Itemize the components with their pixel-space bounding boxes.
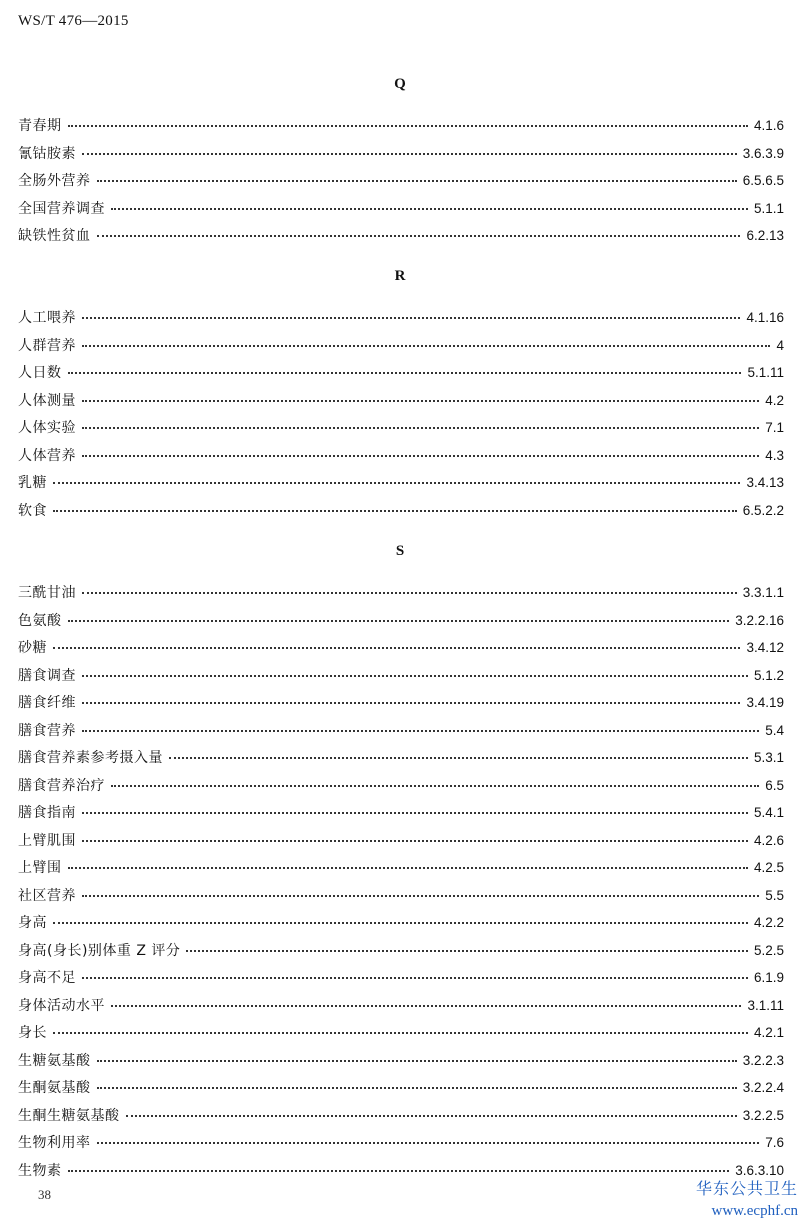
entry-term: 砂糖	[18, 640, 47, 656]
index-section-s	[18, 579, 784, 1184]
index-entry	[18, 1102, 784, 1130]
index-entry	[18, 854, 784, 882]
index-entry	[18, 140, 784, 168]
entry-ref: 4.3	[765, 447, 784, 463]
section-letter-s: S	[395, 543, 405, 559]
dot-leader	[111, 785, 759, 787]
entry-term: 膳食营养治疗	[18, 777, 105, 794]
entry-term: 膳食调查	[18, 667, 76, 684]
entry-term: 生糖氨基酸	[18, 1052, 91, 1069]
section-letter-q: Q	[394, 76, 406, 92]
entry-ref: 5.3.1	[753, 750, 784, 765]
index-entry	[18, 359, 784, 387]
entry-ref: 5.5	[765, 887, 784, 903]
standard-code: WS/T 476—2015	[18, 13, 129, 29]
entry-ref: 3.1.11	[747, 997, 784, 1013]
entry-ref: 5.1.2	[753, 667, 784, 683]
entry-term: 身高(身长)别体重 Z 评分	[18, 942, 181, 959]
index-entry	[18, 167, 784, 195]
entry-ref: 4.1.6	[753, 118, 784, 133]
dot-leader	[68, 620, 730, 622]
dot-leader	[82, 427, 759, 429]
dot-leader	[68, 372, 742, 374]
entry-term: 膳食纤维	[18, 695, 76, 711]
entry-term: 色氨酸	[18, 612, 62, 629]
entry-term: 生物利用率	[18, 1135, 91, 1151]
index-entry	[18, 414, 784, 442]
index-entry	[18, 909, 784, 937]
entry-ref: 4.2.2	[753, 915, 784, 930]
entry-ref: 4	[776, 337, 784, 353]
dot-leader	[126, 1115, 737, 1117]
dot-leader	[82, 840, 748, 842]
index-entry	[18, 469, 784, 497]
entry-term: 人工喂养	[18, 310, 76, 326]
entry-ref: 3.2.2.16	[735, 612, 784, 628]
dot-leader	[82, 730, 759, 732]
entry-ref: 6.2.13	[746, 228, 784, 243]
dot-leader	[68, 125, 748, 127]
entry-term: 膳食营养素参考摄入量	[18, 750, 163, 766]
entry-ref: 3.4.12	[746, 640, 784, 655]
watermark-url: www.ecphf.cn	[711, 1203, 798, 1219]
dot-leader	[82, 400, 759, 402]
dot-leader	[97, 1060, 737, 1062]
index-entry	[18, 112, 784, 140]
index-entry	[18, 992, 784, 1020]
entry-ref: 5.4	[765, 722, 784, 738]
dot-leader	[82, 345, 770, 347]
index-entry	[18, 304, 784, 332]
dot-leader	[111, 208, 748, 210]
entry-ref: 3.2.2.5	[742, 1107, 784, 1123]
index-entry	[18, 579, 784, 607]
index-entry	[18, 195, 784, 223]
index-entry	[18, 1074, 784, 1102]
entry-ref: 3.4.13	[746, 475, 784, 490]
entry-ref: 3.3.1.1	[742, 585, 784, 600]
entry-ref: 6.5.2.2	[742, 502, 784, 518]
entry-term: 人体实验	[18, 420, 76, 436]
entry-term: 人群营养	[18, 337, 76, 354]
entry-term: 缺铁性贫血	[18, 228, 91, 244]
dot-leader	[53, 482, 740, 484]
entry-ref: 4.2.6	[753, 832, 784, 848]
dot-leader	[82, 592, 737, 594]
entry-ref: 4.2	[765, 392, 784, 408]
entry-term: 软食	[18, 502, 47, 519]
section-letter-r: R	[394, 268, 406, 284]
index-entry	[18, 1019, 784, 1047]
index-entry	[18, 799, 784, 827]
dot-leader	[111, 1005, 741, 1007]
entry-ref: 6.1.9	[753, 970, 784, 985]
index-entry	[18, 497, 784, 525]
dot-leader	[82, 153, 737, 155]
index-entry	[18, 387, 784, 415]
dot-leader	[53, 1032, 748, 1034]
entry-term: 生酮氨基酸	[18, 1080, 91, 1096]
index-entry	[18, 1157, 784, 1185]
entry-term: 人日数	[18, 365, 62, 381]
watermark-title: 华东公共卫生	[695, 1179, 798, 1198]
dot-leader	[68, 867, 748, 869]
entry-term: 生酮生糖氨基酸	[18, 1107, 120, 1124]
entry-ref: 6.5.6.5	[742, 173, 784, 188]
entry-term: 膳食营养	[18, 722, 76, 739]
entry-ref: 4.2.5	[753, 860, 784, 875]
entry-ref: 7.1	[765, 420, 784, 435]
index-entry	[18, 937, 784, 965]
dot-leader	[82, 702, 740, 704]
entry-term: 青春期	[18, 118, 62, 134]
dot-leader	[186, 950, 748, 952]
index-entry	[18, 442, 784, 470]
dot-leader	[97, 1087, 737, 1089]
page-number: 38	[38, 1187, 51, 1202]
index-entry	[18, 964, 784, 992]
index-entry	[18, 222, 784, 250]
entry-ref: 6.5	[765, 777, 784, 793]
entry-term: 身体活动水平	[18, 997, 105, 1014]
entry-ref: 5.4.1	[753, 805, 784, 820]
entry-ref: 5.2.5	[753, 942, 784, 958]
index-section-r	[18, 304, 784, 524]
entry-term: 上臂肌围	[18, 832, 76, 849]
index-entry	[18, 744, 784, 772]
index-entry	[18, 1129, 784, 1157]
dot-leader	[82, 317, 740, 319]
index-entry	[18, 332, 784, 360]
index-entry	[18, 662, 784, 690]
entry-term: 身长	[18, 1025, 47, 1041]
entry-term: 全国营养调查	[18, 200, 105, 217]
entry-term: 膳食指南	[18, 805, 76, 821]
entry-term: 上臂围	[18, 860, 62, 876]
dot-leader	[68, 1170, 730, 1172]
entry-term: 社区营养	[18, 887, 76, 904]
dot-leader	[82, 812, 748, 814]
entry-ref: 3.6.3.10	[735, 1162, 784, 1178]
entry-ref: 5.1.1	[753, 200, 784, 216]
dot-leader	[82, 455, 759, 457]
entry-ref: 3.6.3.9	[742, 145, 784, 161]
entry-ref: 3.2.2.4	[742, 1080, 784, 1095]
entry-term: 全肠外营养	[18, 173, 91, 189]
dot-leader	[53, 922, 748, 924]
entry-term: 氰钴胺素	[18, 145, 76, 162]
dot-leader	[97, 1142, 760, 1144]
entry-ref: 7.6	[765, 1135, 784, 1150]
entry-ref: 3.2.2.3	[742, 1052, 784, 1068]
entry-term: 三酰甘油	[18, 585, 76, 601]
dot-leader	[53, 647, 740, 649]
site-watermark	[696, 1178, 798, 1222]
index-entry	[18, 634, 784, 662]
entry-term: 人体营养	[18, 447, 76, 464]
dot-leader	[82, 675, 748, 677]
entry-ref: 4.2.1	[753, 1025, 784, 1040]
entry-term: 生物素	[18, 1162, 62, 1179]
index-entry	[18, 607, 784, 635]
index-entry	[18, 1047, 784, 1075]
index-entry	[18, 772, 784, 800]
index-entry	[18, 827, 784, 855]
entry-ref: 4.1.16	[746, 310, 784, 325]
entry-ref: 5.1.11	[747, 365, 784, 380]
dot-leader	[97, 180, 737, 182]
index-entry	[18, 717, 784, 745]
entry-term: 乳糖	[18, 475, 47, 491]
index-section-q	[18, 112, 784, 250]
dot-leader	[97, 235, 741, 237]
entry-term: 人体测量	[18, 392, 76, 409]
index-entry	[18, 689, 784, 717]
dot-leader	[82, 977, 748, 979]
dot-leader	[169, 757, 748, 759]
entry-term: 身高不足	[18, 970, 76, 986]
entry-ref: 3.4.19	[746, 695, 784, 710]
dot-leader	[53, 510, 737, 512]
dot-leader	[82, 895, 759, 897]
index-entry	[18, 882, 784, 910]
entry-term: 身高	[18, 915, 47, 931]
